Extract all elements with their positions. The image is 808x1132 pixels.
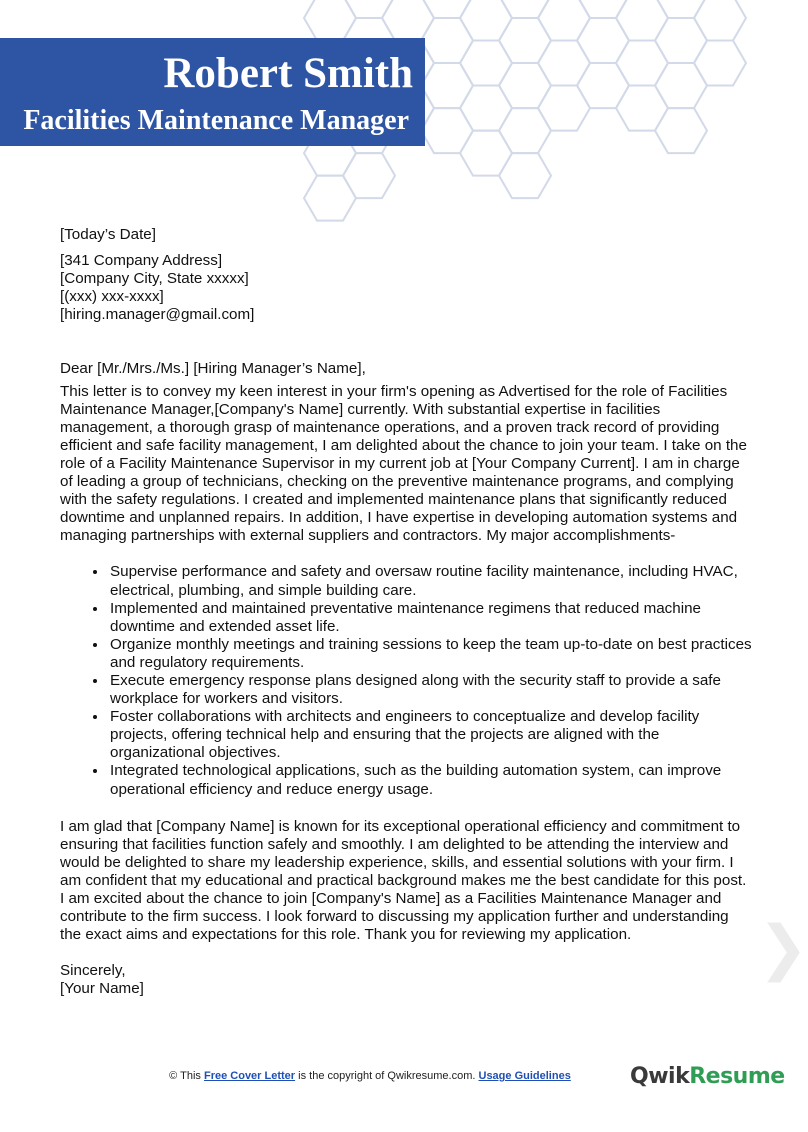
qwikresume-logo[interactable]: [630, 1064, 785, 1089]
hexagon-shape: [421, 63, 473, 108]
free-cover-letter-link[interactable]: Free Cover Letter: [203, 1070, 296, 1082]
hexagon-shape: [499, 63, 551, 108]
hexagon-shape: [655, 108, 707, 153]
hexagon-shape: [460, 41, 512, 86]
logo-resume: Resume: [689, 1064, 785, 1089]
address-line: [hiring.manager@gmail.com]: [60, 306, 255, 324]
hexagon-shape: [304, 176, 356, 221]
logo-qwik: Qwik: [630, 1064, 690, 1089]
list-item: • Integrated technological applications, such as the building automation system, can improve operational efficiency and reduce energy usage.: [108, 762, 752, 798]
hexagon-shape: [694, 0, 746, 41]
body-paragraph-1: This letter is to convey my keen interest in your firm's opening as Advertised for the role of Facilities Maintenance Manager,[Company's Name] currently. With substantial expertise in facilities management, a thorough grasp of maintenance operations, and a proven track record of providing efficient and safe facility management, I am delighted about the chance to join your team. I take on the role of a Facility Maintenance Supervisor in my current job at [Your Company Current]. I am in charge of leading a group of technicians, checking on the preventive maintenance programs, and complying with the safety regulations. I created and implemented maintenance plans that significantly reduced downtime and unplanned repairs. In addition, I have expertise in developing automation systems and managing partnerships with external suppliers and contractors. My major accomplishments-: [60, 382, 747, 545]
signature: [Your Name]: [60, 980, 144, 998]
recipient-address: [60, 252, 752, 324]
hexagon-shape: [499, 108, 551, 153]
closing: Sincerely,: [60, 962, 126, 980]
list-item: • Execute emergency response plans designed along with the security staff to provide a safe workplace for workers and visitors.: [108, 672, 752, 708]
hexagon-shape: [499, 18, 551, 63]
hexagon-shape: [577, 63, 629, 108]
salutation: Dear [Mr./Mrs./Ms.] [Hiring Manager’s Name],: [60, 360, 366, 378]
copyright-footer: [0, 1070, 740, 1082]
chevron-right-icon[interactable]: ❯: [758, 913, 808, 983]
hexagon-shape: [499, 153, 551, 198]
hexagon-shape: [460, 131, 512, 176]
hexagon-shape: [655, 18, 707, 63]
hexagon-shape: [694, 41, 746, 86]
list-item: • Foster collaborations with architects and engineers to conceptualize and develop facility projects, offering technical help and ensuring that the projects are aligned with the organizational objectives.: [108, 708, 752, 762]
letter-date: [Today’s Date]: [60, 226, 156, 243]
job-title: Facilities Maintenance Manager: [23, 105, 409, 136]
usage-guidelines-link[interactable]: Usage Guidelines: [478, 1070, 571, 1082]
hexagon-shape: [655, 63, 707, 108]
hexagon-shape: [538, 86, 590, 131]
address-line: [(xxx) xxx-xxxx]: [60, 288, 164, 306]
hexagon-shape: [343, 153, 395, 198]
hexagon-shape: [616, 41, 668, 86]
body-paragraph-2: I am glad that [Company Name] is known for its exceptional operational efficiency and commitment to ensuring that facilities function safely and smoothly. I am delighted to be attending the interview and would be delighted to share my leadership experience, skills, and essential solutions with your firm. I am confident that my educational and practical background makes me the best candidate for this post. I am excited about the chance to join [Company's Name] as a Facilities Maintenance Manager and contribute to the firm success. I look forward to discussing my application further and understanding the exact aims and expectations for this role. Thank you for reviewing my application.: [60, 817, 747, 944]
hexagon-shape: [421, 108, 473, 153]
footer-prefix: © This: [169, 1070, 201, 1082]
list-item: • Implemented and maintained preventative maintenance regimens that reduced machine downtime and extended asset life.: [108, 600, 752, 636]
hexagon-shape: [421, 18, 473, 63]
hexagon-shape: [460, 86, 512, 131]
hexagon-shape: [577, 18, 629, 63]
footer-middle: is the copyright of Qwikresume.com.: [298, 1070, 476, 1082]
header-banner: [0, 38, 425, 146]
accomplishments-list: [60, 563, 752, 798]
hexagon-shape: [538, 41, 590, 86]
hexagon-shape: [616, 86, 668, 131]
letter-body: [60, 226, 752, 998]
address-line: [341 Company Address]: [60, 252, 223, 270]
list-item: • Supervise performance and safety and oversaw routine facility maintenance, including HVAC, electrical, plumbing, and simple building care.: [108, 563, 752, 599]
list-item: • Organize monthly meetings and training sessions to keep the team up-to-date on best practices and regulatory requirements.: [108, 636, 752, 672]
address-line: [Company City, State xxxxx]: [60, 270, 249, 288]
applicant-name: Robert Smith: [163, 50, 413, 97]
